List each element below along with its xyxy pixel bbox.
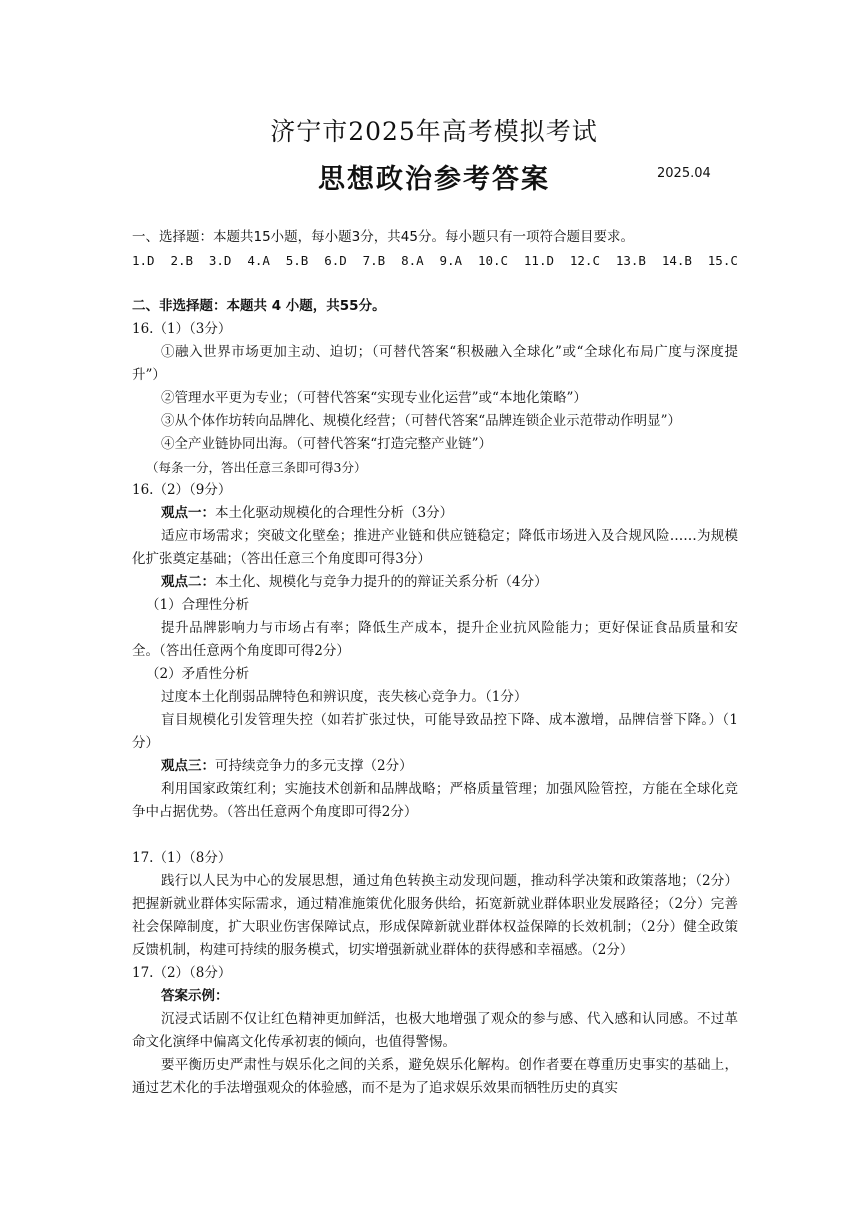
choice-answers xyxy=(132,249,738,272)
view-1-text: 本土化驱动规模化的合理性分析（3分） xyxy=(215,505,454,521)
answer-item: 9.A xyxy=(439,253,463,268)
q16-2-sub-1: （1）合理性分析 xyxy=(146,597,250,613)
q16-2-view-2 xyxy=(132,571,738,594)
view-3-title: 观点三： xyxy=(161,758,215,774)
q16-2-label: 16.（2）（9分） xyxy=(132,482,232,498)
exam-date: 2025.04 xyxy=(657,166,711,181)
answer-item: 15.C xyxy=(707,253,738,268)
q17-2-paragraph-2: 要平衡历史严肃性与娱乐化之间的关系，避免娱乐化解构。创作者要在尊重历史事实的基础上，通过艺术化的手法增强观众的体验感，而不是为了追求娱乐效果而牺牲历史的真实 xyxy=(132,1057,738,1096)
answer-item: 7.B xyxy=(362,253,386,268)
answer-item: 10.C xyxy=(477,253,509,268)
q16-1-note: （每条一分，答出任意三条即可得3分） xyxy=(146,460,367,475)
exam-title: 济宁市2025年高考模拟考试 xyxy=(270,117,598,146)
q17-1-label: 17.（1）（8分） xyxy=(132,850,232,866)
q16-2-view-3-body: 利用国家政策红利；实施技术创新和品牌战略；严格质量管理；加强风险管控，方能在全球化竞争中占据优势。（答出任意两个角度即可得2分） xyxy=(132,781,738,820)
view-3-text: 可持续竞争力的多元支撑（2分） xyxy=(215,758,413,774)
q17-1-body: 践行以人民为中心的发展思想，通过角色转换主动发现问题，推动科学决策和政策落地；（2分）把握新就业群体实际需求，通过精准施策优化服务供给，拓宽新就业群体职业发展路径；（2分）完善社会保障制度，扩大职业伤害保障试点，形成保障新就业群体权益保障的长效机制；（2分）健全政策反馈机制，构建可持续的服务模式，切实增强新就业群体的获得感和幸福感。（2分） xyxy=(132,873,738,958)
q16-2-sub-2-body-2: 盲目规模化引发管理失控（如若扩张过快，可能导致品控下降、成本激增，品牌信誉下降。）（1分） xyxy=(132,712,738,751)
q17-2-example-title: 答案示例： xyxy=(161,988,229,1004)
answer-item: 12.C xyxy=(569,253,600,268)
q17-2-label: 17.（2）（8分） xyxy=(132,965,232,981)
section1-heading: 一、选择题：本题共15小题，每小题3分，共45分。每小题只有一项符合题目要求。 xyxy=(132,229,634,245)
q16-2-sub-2-body-1: 过度本土化削弱品牌特色和辨识度，丧失核心竞争力。（1分） xyxy=(161,689,528,705)
view-2-title: 观点二： xyxy=(161,574,215,590)
q16-1-label: 16.（1）（3分） xyxy=(132,321,232,337)
q16-1-point-4: ④全产业链协同出海。（可替代答案“打造完整产业链”） xyxy=(161,436,493,452)
answer-item: 3.D xyxy=(208,253,232,268)
answer-item: 11.D xyxy=(523,253,555,268)
answer-item: 2.B xyxy=(170,253,194,268)
q16-2-sub-1-body: 提升品牌影响力与市场占有率；降低生产成本，提升企业抗风险能力；更好保证食品质量和安全。（答出任意两个角度即可得2分） xyxy=(132,620,738,659)
q17-2-paragraph-1: 沉浸式话剧不仅让红色精神更加鲜活，也极大地增强了观众的参与感、代入感和认同感。不过革命文化演绎中偏离文化传承初衷的倾向，也值得警惕。 xyxy=(132,1011,738,1050)
q16-2-view-1 xyxy=(132,502,738,525)
q16-1-point-2: ②管理水平更为专业；（可替代答案“实现专业化运营”或“本地化策略”） xyxy=(161,390,587,406)
answer-key-title: 思想政治参考答案 xyxy=(318,164,550,195)
q16-1-point-1: ①融入世界市场更加主动、迫切；（可替代答案“积极融入全球化”或“全球化布局广度与深度提升”） xyxy=(132,344,738,383)
q16-1-point-3: ③从个体作坊转向品牌化、规模化经营；（可替代答案“品牌连锁企业示范带动作明显”） xyxy=(161,413,682,429)
view-2-text: 本土化、规模化与竞争力提升的的辩证关系分析（4分） xyxy=(215,574,548,590)
q16-2-view-1-body: 适应市场需求；突破文化壁垒；推进产业链和供应链稳定；降低市场进入及合规风险……为规模化扩张奠定基础；（答出任意三个角度即可得3分） xyxy=(132,528,738,567)
view-1-title: 观点一： xyxy=(161,505,215,521)
answer-item: 13.B xyxy=(615,253,646,268)
q16-2-sub-2: （2）矛盾性分析 xyxy=(146,666,250,682)
answer-item: 5.B xyxy=(285,253,309,268)
answer-item: 1.D xyxy=(132,253,155,268)
answer-item: 6.D xyxy=(324,253,347,268)
answer-item: 14.B xyxy=(661,253,692,268)
answer-item: 4.A xyxy=(247,253,270,268)
document-body xyxy=(132,226,738,1100)
q16-2-view-3 xyxy=(132,755,738,778)
section2-heading: 二、非选择题：本题共 4 小题，共55分。 xyxy=(132,298,386,314)
answer-item: 8.A xyxy=(401,253,424,268)
